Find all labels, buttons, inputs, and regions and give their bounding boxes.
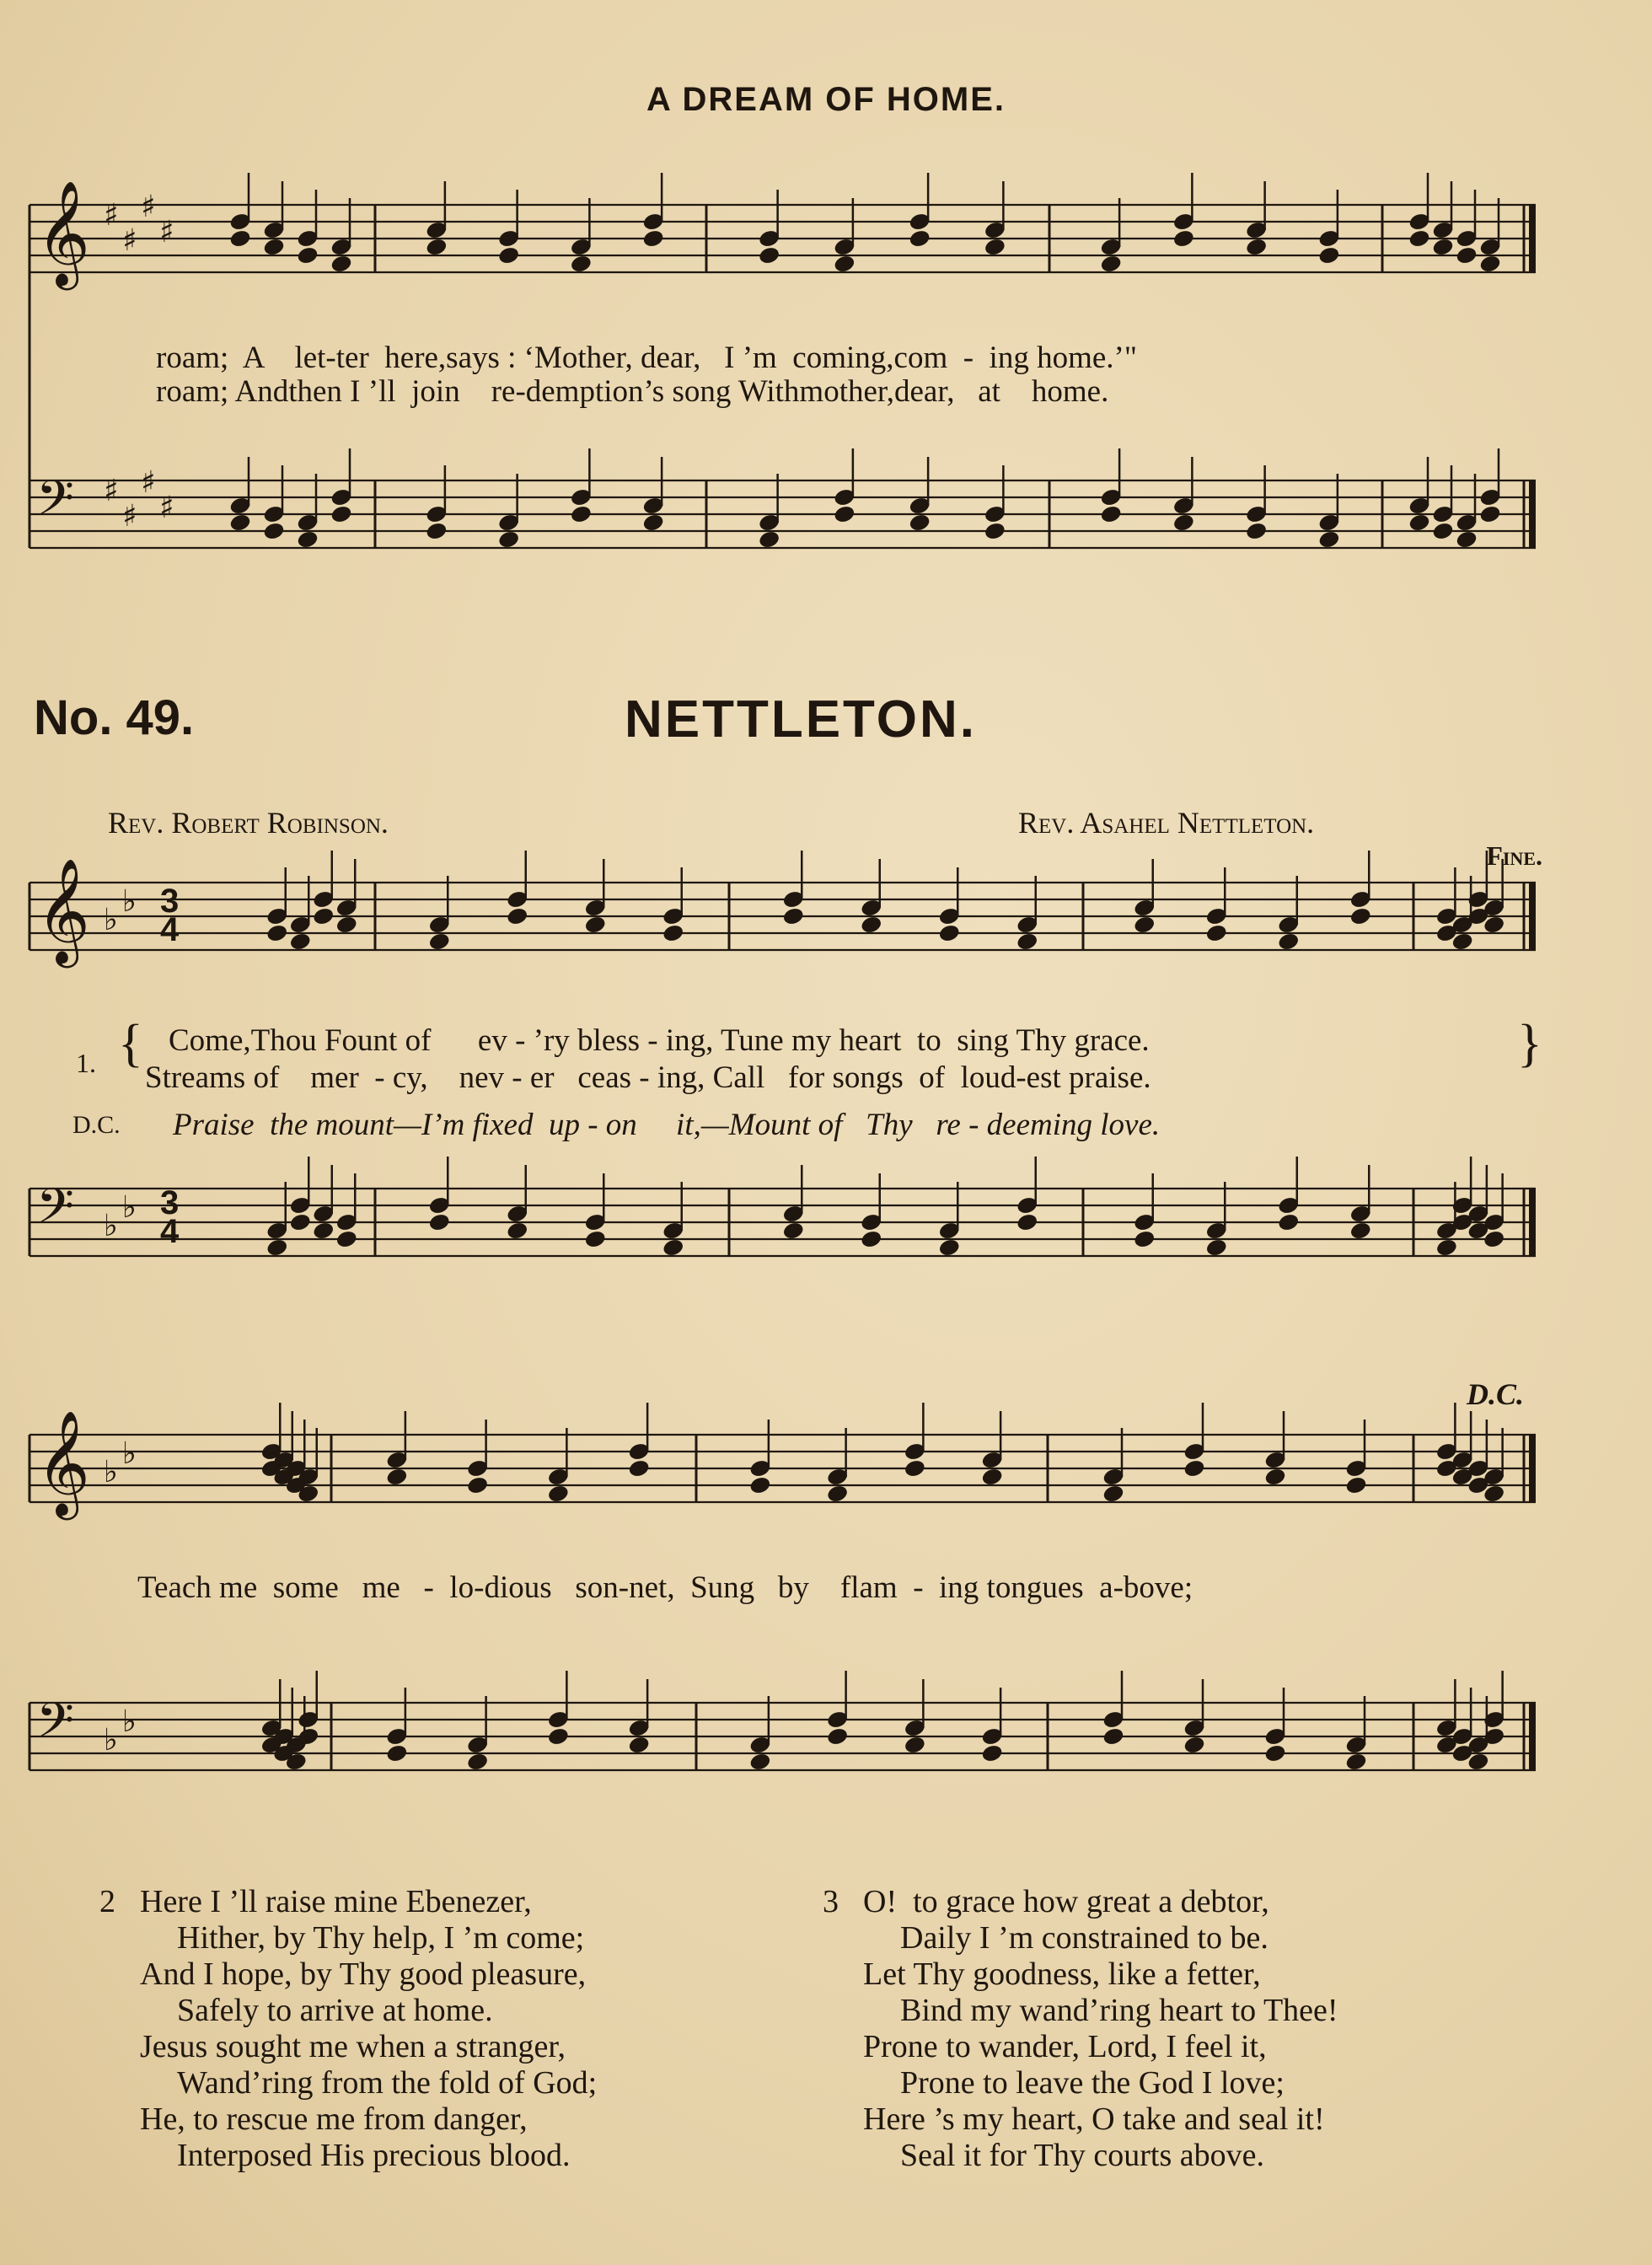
note-head (749, 1752, 771, 1772)
note-head (662, 924, 684, 943)
top-hymn-lyric-line-1: roam; A let-ter here,says : ‘Mother, dear, I ’m coming,com - ing home.’" (156, 341, 1137, 375)
note-head (1318, 246, 1340, 266)
bass-clef-icon: 𝄢 (36, 470, 75, 539)
treble-clef-icon: 𝄞 (36, 1410, 90, 1516)
sharp-icon: ♯ (122, 499, 137, 534)
note-head (1205, 1238, 1227, 1258)
note-head (1318, 530, 1340, 550)
note-head (266, 1238, 288, 1258)
note-head (297, 246, 319, 266)
right-brace: } (1517, 1015, 1542, 1072)
top-hymn-title: A DREAM OF HOME. (646, 81, 1006, 118)
system2-lyric: Teach me some me - lo-dious son-net, Sung by flam - ing tongues a-bove; (137, 1570, 1193, 1605)
final-barline (1529, 1189, 1536, 1256)
note-head (1183, 1459, 1205, 1479)
music-credit-text: Rev. Asahel Nettleton. (1018, 806, 1315, 840)
flat-icon: ♭ (104, 1209, 118, 1243)
note-head (428, 1213, 450, 1232)
note-head (1456, 530, 1478, 550)
final-barline (1529, 1703, 1536, 1770)
note-head (1432, 238, 1454, 257)
note-head (1349, 907, 1371, 926)
hymn-number: No. 49. (34, 690, 195, 745)
note-head (570, 505, 592, 524)
note-head (386, 1468, 408, 1487)
note-head (909, 229, 931, 249)
note-head (1016, 1213, 1038, 1232)
treble-time-signature (160, 883, 180, 948)
note-head (289, 932, 311, 952)
stanza-3-number: 3 (823, 1884, 839, 1919)
note-head (289, 1213, 311, 1232)
note-head (297, 530, 319, 550)
note-head (547, 1727, 569, 1747)
stanza-3-line: Let Thy goodness, like a fetter, (863, 1956, 1261, 1992)
note-head (984, 238, 1006, 257)
time-signature-top: 3 (160, 883, 180, 920)
note-head (1479, 505, 1501, 524)
dc-mark: D.C. (1467, 1377, 1525, 1411)
note-head (1246, 522, 1268, 541)
note-head (834, 505, 856, 524)
note-head (904, 1459, 925, 1479)
note-head (335, 1230, 357, 1249)
note-head (1278, 932, 1300, 952)
note-head (1102, 1727, 1124, 1747)
stanza-3-line: Bind my wand’ring heart to Thee! (900, 1993, 1338, 2028)
note-head (263, 522, 285, 541)
stanza-2-line: Hither, by Thy help, I ’m come; (177, 1920, 585, 1956)
note-head (1172, 229, 1194, 249)
music-credit (1018, 805, 1314, 840)
sharp-icon: ♯ (122, 223, 137, 258)
dc-line: Praise the mount—I’m fixed up - on it,—Mount of Thy re - deeming love. (173, 1108, 1161, 1142)
note-head (507, 1221, 528, 1241)
note-head (642, 513, 664, 533)
note-head (938, 924, 960, 943)
stanza-2-number: 2 (99, 1884, 115, 1919)
refrain-line-2: Streams of mer - cy, nev - er ceas - ing, Call for songs of loud-est praise. (145, 1060, 1151, 1095)
note-head (1349, 1221, 1371, 1241)
stanza-3-line: Prone to leave the God I love; (900, 2065, 1285, 2101)
note-head (1172, 513, 1194, 533)
note-head (229, 513, 251, 533)
note-head (1432, 522, 1454, 541)
note-head (834, 255, 856, 274)
stanza-2-line: Jesus sought me when a stranger, (140, 2029, 566, 2064)
verse-number: 1. (76, 1048, 96, 1078)
note-head (1408, 229, 1430, 249)
note-head (1435, 1238, 1457, 1258)
sharp-icon: ♯ (141, 190, 156, 224)
note-head (1278, 1213, 1300, 1232)
note-head (426, 238, 448, 257)
final-barline (1529, 205, 1536, 272)
note-head (1102, 1484, 1124, 1504)
note-head (642, 229, 664, 249)
note-head (426, 522, 448, 541)
note-head (1205, 924, 1227, 943)
stanza-2-line: He, to rescue me from danger, (140, 2101, 528, 2137)
sharp-icon: ♯ (104, 198, 119, 233)
stanza-2 (99, 1884, 598, 2174)
note-head (1408, 513, 1430, 533)
flat-icon: ♭ (122, 1704, 137, 1739)
note-head (827, 1484, 849, 1504)
note-head (467, 1476, 489, 1495)
refrain-line-1: Come,Thou Fount of ev - ’ry bless - ing, Tune my heart to sing Thy grace. (169, 1023, 1150, 1058)
note-head (759, 246, 780, 266)
note-head (759, 530, 780, 550)
note-head (386, 1744, 408, 1763)
note-head (498, 530, 520, 550)
sharp-icon: ♯ (159, 215, 174, 250)
words-credit (108, 805, 389, 840)
note-head (266, 924, 288, 943)
note-head (313, 907, 335, 926)
note-head (1183, 1736, 1205, 1755)
sharp-icon: ♯ (104, 474, 119, 508)
stanza-3-line: O! to grace how great a debtor, (863, 1884, 1269, 1919)
bass-time-signature (160, 1184, 180, 1250)
note-head (1246, 238, 1268, 257)
bass-clef-icon: 𝄢 (36, 1178, 75, 1247)
words-credit-text: Rev. Robert Robinson. (108, 806, 389, 840)
flat-icon: ♭ (104, 1723, 118, 1758)
flat-icon: ♭ (122, 1190, 137, 1225)
stanza-3-line: Daily I ’m constrained to be. (900, 1920, 1268, 1956)
note-head (984, 522, 1006, 541)
note-head (1100, 255, 1122, 274)
note-head (981, 1468, 1003, 1487)
flat-icon: ♭ (122, 1436, 137, 1471)
stanza-2-line: Wand’ring from the fold of God; (177, 2065, 598, 2101)
note-head (498, 246, 520, 266)
note-head (584, 1230, 606, 1249)
stanza-2-line: Here I ’ll raise mine Ebenezer, (140, 1884, 532, 1919)
stanza-2-line: Safely to arrive at home. (177, 1993, 493, 2028)
time-signature-bottom: 4 (160, 911, 180, 948)
top-hymn-lyric-line-2: roam; Andthen I ’ll join re-demption’s song Withmother,dear, at home. (156, 374, 1109, 409)
note-head (909, 513, 931, 533)
stanza-2-line: And I hope, by Thy good pleasure, (140, 1956, 587, 1992)
bass-time-signature-bottom: 4 (160, 1213, 180, 1250)
final-barline (1529, 883, 1536, 950)
hymn-title: NETTLETON. (624, 690, 978, 749)
note-head (628, 1736, 650, 1755)
note-head (1264, 1468, 1286, 1487)
bass-time-signature-top: 3 (160, 1184, 180, 1221)
note-head (938, 1238, 960, 1258)
note-head (782, 1221, 804, 1241)
stanza-3-line: Seal it for Thy courts above. (900, 2138, 1264, 2173)
note-head (313, 1221, 335, 1241)
note-head (1479, 255, 1501, 274)
note-head (1456, 246, 1478, 266)
note-head (428, 932, 450, 952)
note-head (335, 915, 357, 935)
note-head (467, 1752, 489, 1772)
note-head (628, 1459, 650, 1479)
sharp-icon: ♯ (141, 465, 156, 500)
note-head (1134, 1230, 1156, 1249)
bass-clef-icon: 𝄢 (36, 1692, 75, 1761)
note-head (330, 505, 352, 524)
stanza-3-line: Here ’s my heart, O take and seal it! (863, 2101, 1325, 2137)
note-head (981, 1744, 1003, 1763)
dc-label: D.C. (72, 1111, 121, 1139)
sharp-icon: ♯ (159, 491, 174, 525)
note-head (507, 907, 528, 926)
note-head (1345, 1476, 1367, 1495)
stanza-2-line: Interposed His precious blood. (177, 2138, 571, 2173)
final-barline (1529, 1435, 1536, 1502)
flat-icon: ♭ (122, 884, 137, 919)
flat-icon: ♭ (104, 1455, 118, 1489)
treble-clef-icon: 𝄞 (36, 858, 90, 963)
note-head (1134, 915, 1156, 935)
note-head (330, 255, 352, 274)
note-head (570, 255, 592, 274)
note-head (782, 907, 804, 926)
note-head (662, 1238, 684, 1258)
note-head (749, 1476, 771, 1495)
note-head (1264, 1744, 1286, 1763)
note-head (1100, 505, 1122, 524)
note-head (1345, 1752, 1367, 1772)
note-head (904, 1736, 925, 1755)
flat-icon: ♭ (104, 903, 118, 937)
note-head (229, 229, 251, 249)
note-head (547, 1484, 569, 1504)
note-head (263, 238, 285, 257)
treble-clef-icon: 𝄞 (36, 180, 90, 286)
note-head (861, 1230, 882, 1249)
note-head (827, 1727, 849, 1747)
note-head (861, 915, 882, 935)
left-brace: { (118, 1015, 143, 1072)
note-head (584, 915, 606, 935)
fine-marker: Fine. (1486, 840, 1542, 871)
note-head (1016, 932, 1038, 952)
stanza-3 (823, 1884, 1338, 2174)
stanza-3-line: Prone to wander, Lord, I feel it, (863, 2029, 1267, 2064)
final-barline (1529, 480, 1536, 548)
